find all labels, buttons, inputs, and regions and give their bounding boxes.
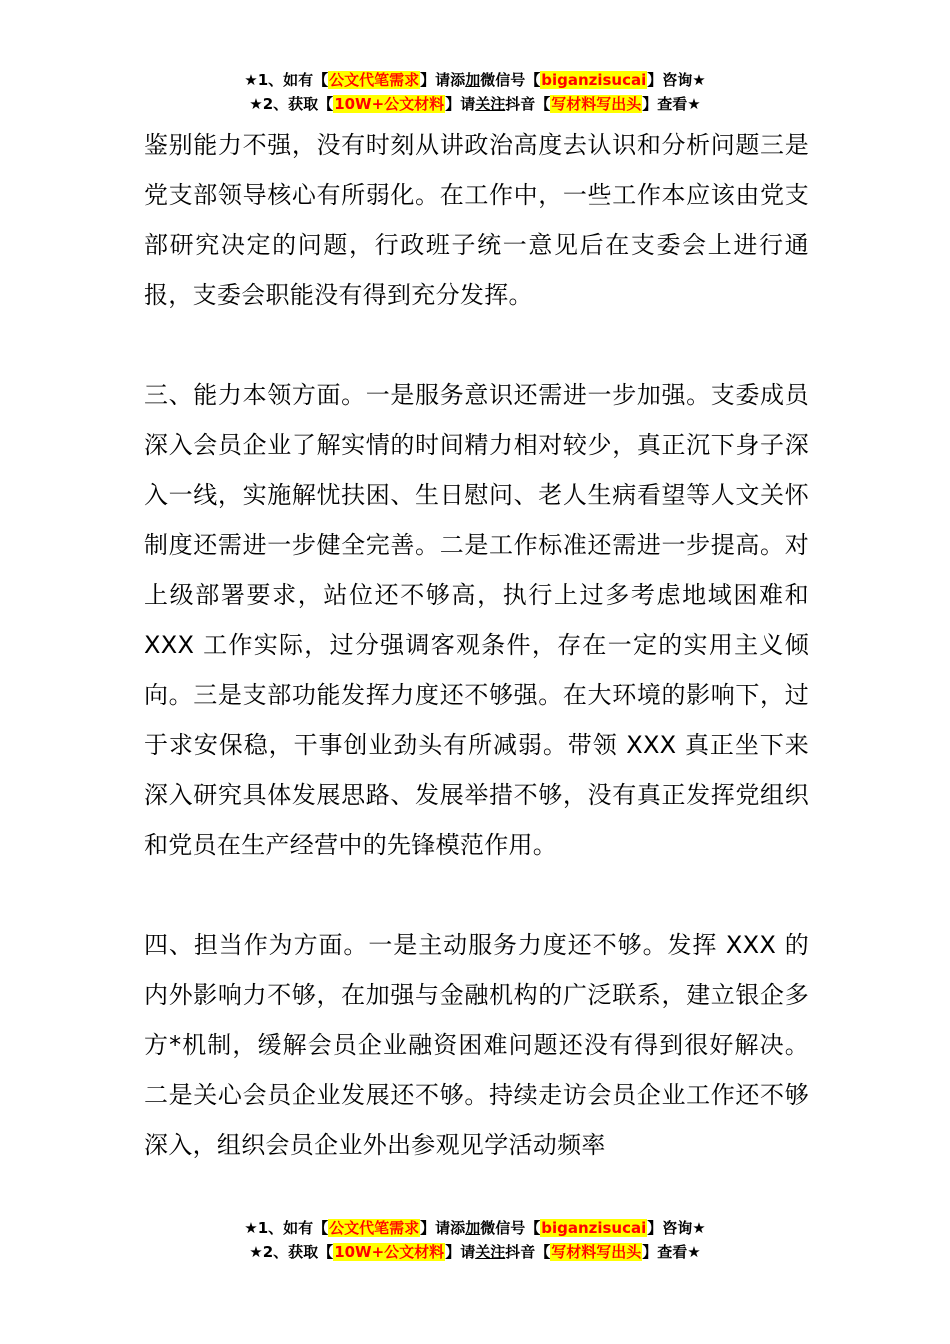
highlight-materials: 10W+公文材料 <box>334 95 445 113</box>
paragraph-3: 四、担当作为方面。一是主动服务力度还不够。发挥 XXX 的内外影响力不够，在加强与金融机构的广泛联系，建立银企多方*机制，缓解会员企业融资困难问题还没有得到很好解决。二是关心会员企业发展还不够。持续走访会员企业工作还不够深入，组织会员企业外出参观见学活动频率 <box>144 931 809 1159</box>
banner-line-1: ★1、如有【公文代笔需求】请添加微信号【biganzisucai】咨询★ <box>244 1219 706 1237</box>
banner-line-1: ★1、如有【公文代笔需求】请添加微信号【biganzisucai】咨询★ <box>244 71 706 89</box>
banner-line-2: ★2、获取【10W+公文材料】请关注抖音【写材料写出头】查看★ <box>249 95 701 113</box>
banner-line-2: ★2、获取【10W+公文材料】请关注抖音【写材料写出头】查看★ <box>249 1243 701 1261</box>
header-banner <box>0 68 950 116</box>
highlight-wechat-id: biganzisucai <box>541 71 647 89</box>
document-body <box>144 120 809 1170</box>
highlight-materials: 10W+公文材料 <box>334 1243 445 1261</box>
highlight-douyin: 写材料写出头 <box>551 1243 642 1261</box>
highlight-douyin: 写材料写出头 <box>551 95 642 113</box>
highlight-wechat-id: biganzisucai <box>541 1219 647 1237</box>
highlight-service: 公文代笔需求 <box>329 71 420 89</box>
footer-banner <box>0 1216 950 1264</box>
paragraph-2: 三、能力本领方面。一是服务意识还需进一步加强。支委成员深入会员企业了解实情的时间精力相对较少，真正沉下身子深入一线，实施解忧扶困、生日慰问、老人生病看望等人文关怀制度还需进一步健全完善。二是工作标准还需进一步提高。对上级部署要求，站位还不够高，执行上过多考虑地域困难和 XXX 工作实际，过分强调客观条件，存在一定的实用主义倾向。三是支部功能发挥力度还不够强。在大环境的影响下，过于求安保稳，干事创业劲头有所减弱。带领 XXX 真正坐下来深入研究具体发展思路、发展举措不够，没有真正发挥党组织和党员在生产经营中的先锋模范作用。 <box>144 381 809 859</box>
highlight-service: 公文代笔需求 <box>329 1219 420 1237</box>
paragraph-1: 鉴别能力不强，没有时刻从讲政治高度去认识和分析问题三是党支部领导核心有所弱化。在工作中，一些工作本应该由党支部研究决定的问题，行政班子统一意见后在支委会上进行通报，支委会职能没有得到充分发挥。 <box>144 131 809 309</box>
